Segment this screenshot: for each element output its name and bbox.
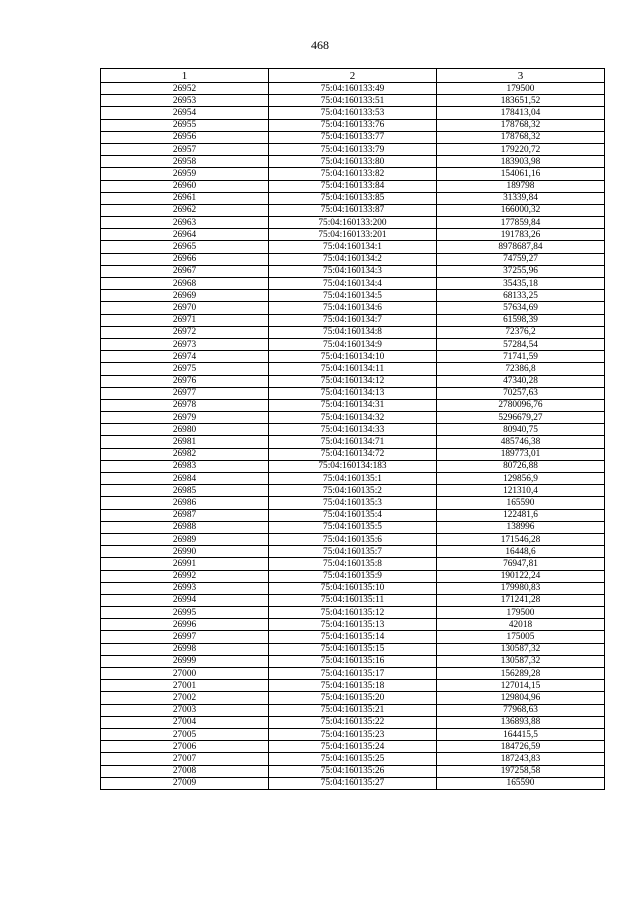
table-row	[101, 521, 605, 533]
value-cell: 178413,04	[437, 107, 605, 119]
table-body	[101, 83, 605, 790]
row-number-cell: 26986	[101, 497, 269, 509]
cadastral-number-cell: 75:04:160135:20	[269, 692, 437, 704]
row-number-cell: 26966	[101, 253, 269, 265]
row-number-cell: 26977	[101, 387, 269, 399]
cadastral-number-cell: 75:04:160135:8	[269, 558, 437, 570]
table-row	[101, 412, 605, 424]
value-cell: 71741,59	[437, 351, 605, 363]
table-row	[101, 509, 605, 521]
table-row	[101, 168, 605, 180]
cadastral-number-cell: 75:04:160134:9	[269, 338, 437, 350]
value-cell: 165590	[437, 497, 605, 509]
value-cell: 189798	[437, 180, 605, 192]
table-row	[101, 753, 605, 765]
table-row	[101, 204, 605, 216]
value-cell: 129856,9	[437, 473, 605, 485]
row-number-cell: 26979	[101, 412, 269, 424]
row-number-cell: 26996	[101, 619, 269, 631]
row-number-cell: 26956	[101, 131, 269, 143]
value-cell: 16448,6	[437, 546, 605, 558]
row-number-cell: 26959	[101, 168, 269, 180]
value-cell: 179980,83	[437, 582, 605, 594]
table-row	[101, 436, 605, 448]
cadastral-number-cell: 75:04:160133:49	[269, 83, 437, 95]
value-cell: 171241,28	[437, 594, 605, 606]
table-row	[101, 704, 605, 716]
value-cell: 179220,72	[437, 143, 605, 155]
row-number-cell: 26999	[101, 655, 269, 667]
data-table	[100, 68, 605, 790]
value-cell: 5296679,27	[437, 412, 605, 424]
table-row	[101, 716, 605, 728]
row-number-cell: 26969	[101, 290, 269, 302]
table-row	[101, 83, 605, 95]
table-row	[101, 533, 605, 545]
table-row	[101, 107, 605, 119]
cadastral-number-cell: 75:04:160133:77	[269, 131, 437, 143]
table-row	[101, 631, 605, 643]
cadastral-number-cell: 75:04:160133:51	[269, 95, 437, 107]
table-row	[101, 387, 605, 399]
table-row	[101, 607, 605, 619]
cadastral-number-cell: 75:04:160135:13	[269, 619, 437, 631]
cadastral-number-cell: 75:04:160135:14	[269, 631, 437, 643]
row-number-cell: 26973	[101, 338, 269, 350]
cadastral-number-cell: 75:04:160133:79	[269, 143, 437, 155]
cadastral-number-cell: 75:04:160134:13	[269, 387, 437, 399]
row-number-cell: 26995	[101, 607, 269, 619]
cadastral-number-cell: 75:04:160134:10	[269, 351, 437, 363]
cadastral-number-cell: 75:04:160135:26	[269, 765, 437, 777]
cadastral-number-cell: 75:04:160133:82	[269, 168, 437, 180]
table-row	[101, 241, 605, 253]
row-number-cell: 26982	[101, 448, 269, 460]
row-number-cell: 26987	[101, 509, 269, 521]
cadastral-number-cell: 75:04:160133:87	[269, 204, 437, 216]
cadastral-number-cell: 75:04:160134:72	[269, 448, 437, 460]
row-number-cell: 26980	[101, 424, 269, 436]
page-number: 468	[311, 38, 329, 52]
value-cell: 76947,81	[437, 558, 605, 570]
row-number-cell: 26953	[101, 95, 269, 107]
value-cell: 190122,24	[437, 570, 605, 582]
cadastral-number-cell: 75:04:160133:85	[269, 192, 437, 204]
value-cell: 156289,28	[437, 668, 605, 680]
row-number-cell: 26984	[101, 473, 269, 485]
cadastral-number-cell: 75:04:160135:25	[269, 753, 437, 765]
value-cell: 183651,52	[437, 95, 605, 107]
cadastral-number-cell: 75:04:160134:11	[269, 363, 437, 375]
table-row	[101, 399, 605, 411]
table-row	[101, 351, 605, 363]
cadastral-number-cell: 75:04:160134:31	[269, 399, 437, 411]
cadastral-number-cell: 75:04:160135:18	[269, 680, 437, 692]
table-row	[101, 546, 605, 558]
cadastral-number-cell: 75:04:160134:1	[269, 241, 437, 253]
value-cell: 80940,75	[437, 424, 605, 436]
table-row	[101, 558, 605, 570]
row-number-cell: 26972	[101, 326, 269, 338]
row-number-cell: 26978	[101, 399, 269, 411]
row-number-cell: 27009	[101, 777, 269, 789]
value-cell: 121310,4	[437, 485, 605, 497]
value-cell: 2780096,76	[437, 399, 605, 411]
value-cell: 130587,32	[437, 655, 605, 667]
table-row	[101, 485, 605, 497]
value-cell: 187243,83	[437, 753, 605, 765]
row-number-cell: 26994	[101, 594, 269, 606]
cadastral-number-cell: 75:04:160135:12	[269, 607, 437, 619]
row-number-cell: 26976	[101, 375, 269, 387]
value-cell: 165590	[437, 777, 605, 789]
table-row	[101, 290, 605, 302]
column-header-1: 1	[101, 69, 269, 83]
row-number-cell: 26983	[101, 460, 269, 472]
cadastral-number-cell: 75:04:160135:6	[269, 533, 437, 545]
cadastral-number-cell: 75:04:160134:33	[269, 424, 437, 436]
cadastral-number-cell: 75:04:160133:201	[269, 229, 437, 241]
cadastral-number-cell: 75:04:160135:27	[269, 777, 437, 789]
value-cell: 129804,96	[437, 692, 605, 704]
value-cell: 72376,2	[437, 326, 605, 338]
row-number-cell: 26963	[101, 217, 269, 229]
table-row	[101, 655, 605, 667]
row-number-cell: 26985	[101, 485, 269, 497]
value-cell: 47340,28	[437, 375, 605, 387]
cadastral-number-cell: 75:04:160135:23	[269, 728, 437, 740]
table-row	[101, 95, 605, 107]
row-number-cell: 26998	[101, 643, 269, 655]
value-cell: 57634,69	[437, 302, 605, 314]
cadastral-number-cell: 75:04:160135:24	[269, 741, 437, 753]
cadastral-number-cell: 75:04:160134:4	[269, 278, 437, 290]
value-cell: 35435,18	[437, 278, 605, 290]
row-number-cell: 26952	[101, 83, 269, 95]
table-row	[101, 314, 605, 326]
row-number-cell: 26988	[101, 521, 269, 533]
value-cell: 166000,32	[437, 204, 605, 216]
cadastral-number-cell: 75:04:160133:84	[269, 180, 437, 192]
table-row	[101, 643, 605, 655]
cadastral-number-cell: 75:04:160134:3	[269, 265, 437, 277]
cadastral-number-cell: 75:04:160135:10	[269, 582, 437, 594]
value-cell: 183903,98	[437, 156, 605, 168]
row-number-cell: 26965	[101, 241, 269, 253]
table-row	[101, 338, 605, 350]
table-row	[101, 192, 605, 204]
table-row	[101, 497, 605, 509]
row-number-cell: 26967	[101, 265, 269, 277]
cadastral-number-cell: 75:04:160133:76	[269, 119, 437, 131]
row-number-cell: 26971	[101, 314, 269, 326]
row-number-cell: 26993	[101, 582, 269, 594]
row-number-cell: 26960	[101, 180, 269, 192]
table-row	[101, 765, 605, 777]
cadastral-number-cell: 75:04:160135:1	[269, 473, 437, 485]
table-row	[101, 302, 605, 314]
value-cell: 178768,32	[437, 131, 605, 143]
cadastral-number-cell: 75:04:160134:183	[269, 460, 437, 472]
row-number-cell: 27004	[101, 716, 269, 728]
table-row	[101, 424, 605, 436]
value-cell: 31339,84	[437, 192, 605, 204]
table-row	[101, 570, 605, 582]
row-number-cell: 27002	[101, 692, 269, 704]
cadastral-number-cell: 75:04:160135:5	[269, 521, 437, 533]
table-row	[101, 668, 605, 680]
table-row	[101, 582, 605, 594]
row-number-cell: 26975	[101, 363, 269, 375]
value-cell: 177859,84	[437, 217, 605, 229]
value-cell: 184726,59	[437, 741, 605, 753]
row-number-cell: 27001	[101, 680, 269, 692]
table-row	[101, 473, 605, 485]
table-row	[101, 594, 605, 606]
table-row	[101, 741, 605, 753]
row-number-cell: 26957	[101, 143, 269, 155]
row-number-cell: 26962	[101, 204, 269, 216]
row-number-cell: 26991	[101, 558, 269, 570]
row-number-cell: 26974	[101, 351, 269, 363]
table-row	[101, 326, 605, 338]
row-number-cell: 26989	[101, 533, 269, 545]
value-cell: 179500	[437, 607, 605, 619]
value-cell: 80726,88	[437, 460, 605, 472]
value-cell: 189773,01	[437, 448, 605, 460]
value-cell: 136893,88	[437, 716, 605, 728]
cadastral-number-cell: 75:04:160135:16	[269, 655, 437, 667]
cadastral-number-cell: 75:04:160134:32	[269, 412, 437, 424]
table-row	[101, 619, 605, 631]
table-row	[101, 375, 605, 387]
cadastral-number-cell: 75:04:160133:80	[269, 156, 437, 168]
row-number-cell: 26961	[101, 192, 269, 204]
value-cell: 68133,25	[437, 290, 605, 302]
value-cell: 171546,28	[437, 533, 605, 545]
table-row	[101, 680, 605, 692]
row-number-cell: 26968	[101, 278, 269, 290]
value-cell: 57284,54	[437, 338, 605, 350]
row-number-cell: 27005	[101, 728, 269, 740]
table-row	[101, 448, 605, 460]
row-number-cell: 26990	[101, 546, 269, 558]
row-number-cell: 27007	[101, 753, 269, 765]
column-header-2: 2	[269, 69, 437, 83]
row-number-cell: 27003	[101, 704, 269, 716]
cadastral-number-cell: 75:04:160134:7	[269, 314, 437, 326]
cadastral-number-cell: 75:04:160135:2	[269, 485, 437, 497]
table-row	[101, 460, 605, 472]
cadastral-number-cell: 75:04:160135:9	[269, 570, 437, 582]
value-cell: 8978687,84	[437, 241, 605, 253]
cadastral-number-cell: 75:04:160133:200	[269, 217, 437, 229]
table-row	[101, 692, 605, 704]
value-cell: 122481,6	[437, 509, 605, 521]
value-cell: 61598,39	[437, 314, 605, 326]
table-row	[101, 156, 605, 168]
row-number-cell: 26955	[101, 119, 269, 131]
row-number-cell: 26964	[101, 229, 269, 241]
row-number-cell: 26954	[101, 107, 269, 119]
cadastral-number-cell: 75:04:160135:21	[269, 704, 437, 716]
row-number-cell: 26997	[101, 631, 269, 643]
cadastral-number-cell: 75:04:160135:4	[269, 509, 437, 521]
table-row	[101, 363, 605, 375]
value-cell: 130587,32	[437, 643, 605, 655]
row-number-cell: 26958	[101, 156, 269, 168]
table-row	[101, 119, 605, 131]
value-cell: 74759,27	[437, 253, 605, 265]
cadastral-number-cell: 75:04:160134:2	[269, 253, 437, 265]
cadastral-number-cell: 75:04:160134:5	[269, 290, 437, 302]
cadastral-number-cell: 75:04:160134:71	[269, 436, 437, 448]
cadastral-number-cell: 75:04:160133:53	[269, 107, 437, 119]
cadastral-number-cell: 75:04:160135:22	[269, 716, 437, 728]
cadastral-number-cell: 75:04:160135:3	[269, 497, 437, 509]
value-cell: 175005	[437, 631, 605, 643]
table-row	[101, 278, 605, 290]
table-row	[101, 180, 605, 192]
value-cell: 70257,63	[437, 387, 605, 399]
table-row	[101, 777, 605, 789]
table-row	[101, 143, 605, 155]
value-cell: 72386,8	[437, 363, 605, 375]
row-number-cell: 26970	[101, 302, 269, 314]
value-cell: 179500	[437, 83, 605, 95]
cadastral-number-cell: 75:04:160135:7	[269, 546, 437, 558]
value-cell: 197258,58	[437, 765, 605, 777]
value-cell: 138996	[437, 521, 605, 533]
table-row	[101, 229, 605, 241]
value-cell: 178768,32	[437, 119, 605, 131]
value-cell: 154061,16	[437, 168, 605, 180]
row-number-cell: 27008	[101, 765, 269, 777]
value-cell: 42018	[437, 619, 605, 631]
cadastral-number-cell: 75:04:160134:6	[269, 302, 437, 314]
value-cell: 164415,5	[437, 728, 605, 740]
cadastral-number-cell: 75:04:160135:11	[269, 594, 437, 606]
table-header-row	[101, 69, 605, 83]
table-row	[101, 131, 605, 143]
cadastral-number-cell: 75:04:160134:12	[269, 375, 437, 387]
row-number-cell: 26981	[101, 436, 269, 448]
cadastral-number-cell: 75:04:160135:15	[269, 643, 437, 655]
value-cell: 485746,38	[437, 436, 605, 448]
row-number-cell: 27006	[101, 741, 269, 753]
value-cell: 77968,63	[437, 704, 605, 716]
value-cell: 127014,15	[437, 680, 605, 692]
cadastral-number-cell: 75:04:160135:17	[269, 668, 437, 680]
value-cell: 191783,26	[437, 229, 605, 241]
row-number-cell: 27000	[101, 668, 269, 680]
table-row	[101, 265, 605, 277]
table-row	[101, 217, 605, 229]
table-row	[101, 253, 605, 265]
row-number-cell: 26992	[101, 570, 269, 582]
value-cell: 37255,96	[437, 265, 605, 277]
column-header-3: 3	[437, 69, 605, 83]
cadastral-number-cell: 75:04:160134:8	[269, 326, 437, 338]
table-row	[101, 728, 605, 740]
